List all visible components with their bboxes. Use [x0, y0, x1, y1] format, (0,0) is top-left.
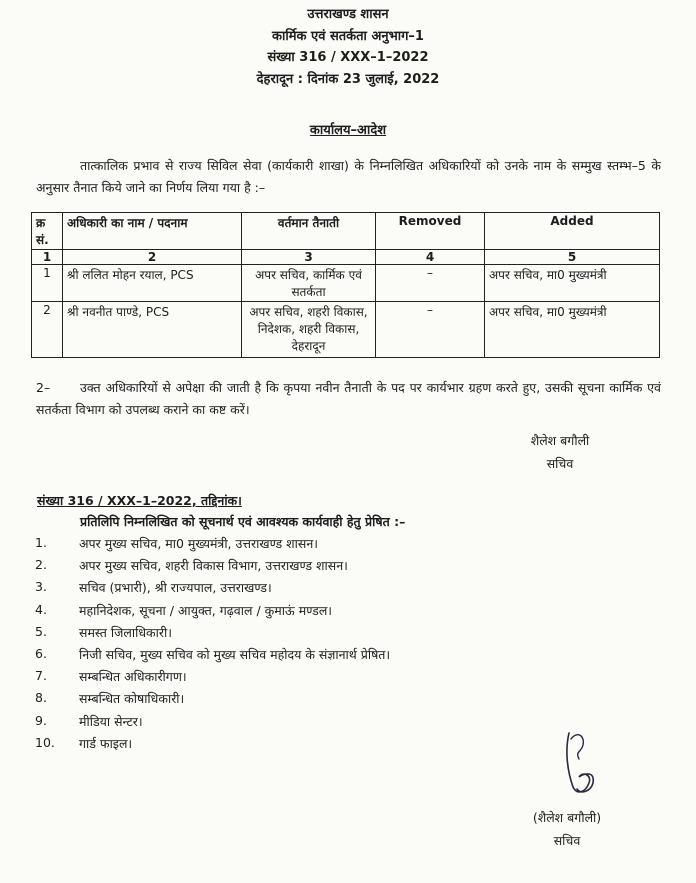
handwritten-signature	[555, 725, 615, 800]
signatory-designation: सचिव	[546, 456, 574, 471]
col-header-removed: Removed	[376, 213, 485, 250]
col-number: 1	[32, 250, 63, 265]
col-number: 4	[376, 250, 485, 265]
col-number: 2	[63, 250, 242, 265]
list-item: 6. निजी सचिव, मुख्य सचिव को मुख्य सचिव महोदय के संज्ञानार्थ प्रेषित।	[35, 645, 391, 662]
cell-added: अपर सचिव, मा0 मुख्यमंत्री	[485, 302, 660, 358]
header-department: कार्मिक एवं सतर्कता अनुभाग–1	[272, 29, 424, 44]
list-item: 4. महानिदेशक, सूचना / आयुक्त, गढ़वाल / कुमाऊं मण्डल।	[35, 601, 333, 618]
list-item: 8. सम्बन्धित कोषाधिकारी।	[35, 690, 185, 707]
copy-reference: संख्या 316 / XXX–1–2022, तद्दिनांक।	[37, 493, 242, 508]
copy-intro: प्रतिलिपि निम्नलिखित को सूचनार्थ एवं आवश्यक कार्यवाही हेतु प्रेषित :–	[80, 514, 406, 529]
table-row	[32, 265, 660, 302]
paragraph-2	[36, 377, 661, 421]
col-header-current: वर्तमान तैनाती	[242, 213, 376, 250]
cell-name: श्री नवनीत पाण्डे, PCS	[63, 302, 242, 358]
list-item: 9. मीडिया सेन्टर।	[35, 712, 143, 729]
cell-current: अपर सचिव, शहरी विकास, निदेशक, शहरी विकास, देहरादून	[242, 302, 376, 358]
posting-table	[31, 212, 660, 358]
list-item: 3. सचिव (प्रभारी), श्री राज्यपाल, उत्तराखण्ड।	[35, 579, 272, 596]
list-item: 2. अपर मुख्य सचिव, शहरी विकास विभाग, उत्तराखण्ड शासन।	[35, 557, 348, 574]
col-number: 3	[242, 250, 376, 265]
cell-removed: –	[376, 265, 485, 302]
intro-paragraph: तात्कालिक प्रभाव से राज्य सिविल सेवा (कार्यकारी शाखा) के निम्नलिखित अधिकारियों को उनके नाम के सम्मुख स्तम्भ–5 के अनुसार तैनात किये जाने का निर्णय लिया गया है :–	[36, 158, 661, 195]
table-header-row	[32, 213, 660, 250]
cell-name: श्री ललित मोहन रयाल, PCS	[63, 265, 242, 302]
table-number-row	[32, 250, 660, 265]
col-header-sn: क्र सं.	[32, 213, 63, 250]
col-header-name: अधिकारी का नाम / पदनाम	[63, 213, 242, 250]
header-reference-number: संख्या 316 / XXX–1–2022	[267, 50, 429, 65]
paragraph-2-text: उक्त अधिकारियों से अपेक्षा की जाती है कि कृपया नवीन तैनाती के पद पर कार्यभार ग्रहण करते हुए, उसकी सूचना कार्मिक एवं सतर्कता विभाग को उपलब्ध कराने का कष्ट करें।	[36, 380, 661, 417]
order-title: कार्यालय–आदेश	[309, 123, 387, 138]
signatory-name-bracket: (शैलेश बगौली)	[532, 810, 602, 825]
list-item: 7. सम्बन्धित अधिकारीगण।	[35, 668, 187, 685]
cell-current: अपर सचिव, कार्मिक एवं सतर्कता	[242, 265, 376, 302]
signatory-name: शैलेश बगौली	[530, 433, 590, 448]
cell-removed: –	[376, 302, 485, 358]
paragraph-2-number: 2–	[36, 380, 51, 395]
cell-sn: 1	[32, 265, 63, 302]
cell-sn: 2	[32, 302, 63, 358]
copy-list	[35, 535, 390, 757]
col-number: 5	[485, 250, 660, 265]
header-government: उत्तराखण्ड शासन	[307, 7, 389, 22]
cell-added: अपर सचिव, मा0 मुख्यमंत्री	[485, 265, 660, 302]
col-header-added: Added	[485, 213, 660, 250]
list-item: 10. गार्ड फाइल।	[35, 734, 133, 751]
signatory-designation-bottom: सचिव	[553, 833, 581, 848]
header-date: देहरादून : दिनांक 23 जुलाई, 2022	[256, 72, 440, 87]
list-item: 1. अपर मुख्य सचिव, मा0 मुख्यमंत्री, उत्तराखण्ड शासन।	[35, 535, 319, 551]
table-row	[32, 302, 660, 358]
list-item: 5. समस्त जिलाधिकारी।	[35, 623, 172, 640]
